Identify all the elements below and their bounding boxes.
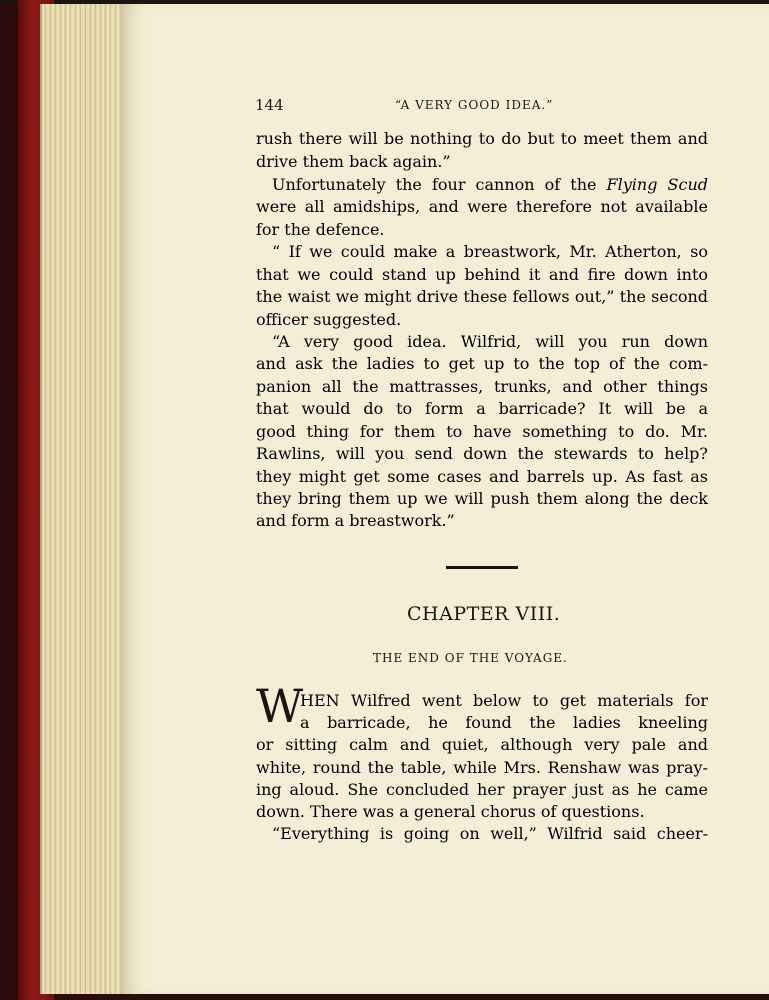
text-line: and form a breastwork.” (256, 511, 455, 530)
text-line: ing aloud. She concluded her prayer just as he came (256, 780, 708, 799)
chapter-subtitle: THE END OF THE VOYAGE. (373, 651, 568, 665)
text-line: panion all the mattrasses, trunks, and other things (256, 377, 708, 396)
text-line: and ask the ladies to get up to the top of the com- (256, 354, 708, 373)
text-line: HEN Wilfred went below to get materials for (300, 691, 708, 710)
text-line: good thing for them to have something to do. Mr. (256, 422, 708, 441)
text-line: a barricade, he found the ladies kneeling (300, 713, 708, 732)
text-line: “Everything is going on well,” Wilfrid said cheer- (272, 824, 708, 843)
text-line: “A very good idea. Wilfrid, will you run down (272, 332, 708, 351)
drop-cap: W (256, 679, 304, 733)
text-line: officer suggested. (256, 310, 402, 329)
text-line: Rawlins, will you send down the stewards to help? (256, 444, 708, 463)
text-line: they might get some cases and barrels up. As fast as (256, 467, 708, 486)
text-line: for the defence. (256, 220, 385, 239)
text-line: “ If we could make a breastwork, Mr. Atherton, so (272, 242, 708, 261)
text-line: the waist we might drive these fellows out,” the second (256, 287, 708, 306)
text-line: that we could stand up behind it and fire down into (256, 265, 708, 284)
text-line-start: Unfortunately the four cannon of the (272, 175, 607, 194)
text-line: they bring them up we will push them along the deck (256, 489, 708, 508)
running-title: “A VERY GOOD IDEA.” (395, 98, 554, 112)
text-line: that would do to form a barricade? It will be a (256, 399, 708, 418)
text-line (256, 174, 708, 196)
text-line: or sitting calm and quiet, although very pale and (256, 735, 708, 754)
ship-name: Flying Scud (606, 175, 709, 194)
chapter-rule (446, 566, 518, 569)
page-number: 144 (255, 96, 284, 114)
page-edges (40, 4, 132, 994)
text-line: white, round the table, while Mrs. Renshaw was pray- (256, 758, 708, 777)
chapter-heading: CHAPTER VIII. (407, 603, 561, 625)
text-line: down. There was a general chorus of questions. (256, 802, 645, 821)
text-line: were all amidships, and were therefore not available (256, 197, 708, 216)
text-line: rush there will be nothing to do but to meet them and (256, 129, 708, 148)
text-line: drive them back again.” (256, 152, 451, 171)
